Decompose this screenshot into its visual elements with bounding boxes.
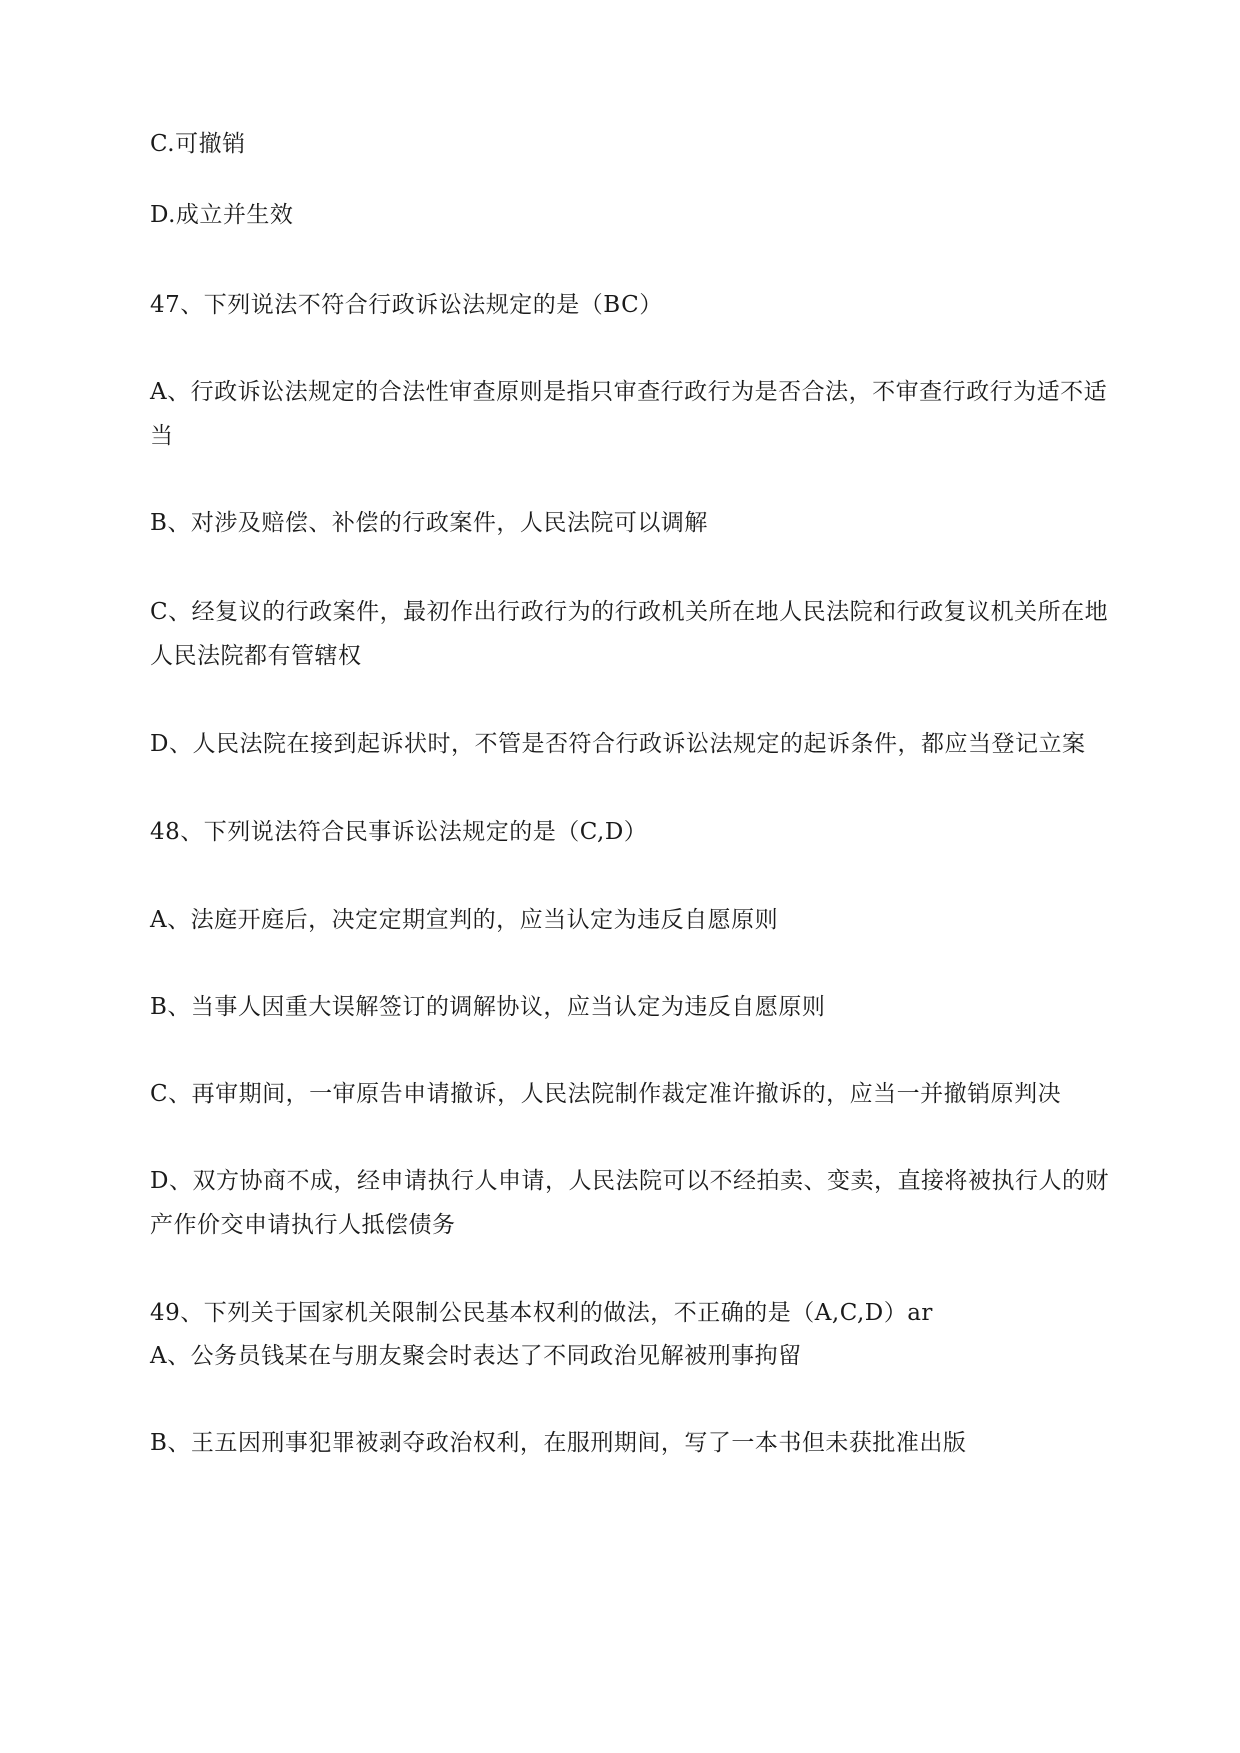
option-b-q47: B、对涉及赔偿、补偿的行政案件，人民法院可以调解 [150, 510, 708, 536]
option-c-q47-line2: 人民法院都有管辖权 [150, 643, 362, 669]
option-b-q48: B、当事人因重大误解签订的调解协议，应当认定为违反自愿原则 [150, 994, 826, 1020]
option-a-q48: A、法庭开庭后，决定定期宣判的，应当认定为违反自愿原则 [150, 907, 779, 933]
option-d-q48-line2: 产作价交申请执行人抵偿债务 [150, 1212, 456, 1238]
option-b-q49: B、王五因刑事犯罪被剥夺政治权利，在服刑期间，写了一本书但未获批准出版 [150, 1430, 967, 1456]
option-a-q47-line1: A、行政诉讼法规定的合法性审查原则是指只审查行政行为是否合法，不审查行政行为适不适 [150, 379, 1108, 405]
question-48: 48、下列说法符合民事诉讼法规定的是（C,D） [150, 819, 648, 845]
option-c-q46: C.可撤销 [150, 131, 246, 157]
question-49: 49、下列关于国家机关限制公民基本权利的做法，不正确的是（A,C,D）ar [150, 1300, 933, 1326]
option-d-q46: D.成立并生效 [150, 202, 294, 228]
option-a-q49: A、公务员钱某在与朋友聚会时表达了不同政治见解被刑事拘留 [150, 1343, 802, 1369]
option-c-q47-line1: C、经复议的行政案件，最初作出行政行为的行政机关所在地人民法院和行政复议机关所在地 [150, 599, 1109, 625]
option-c-q48: C、再审期间，一审原告申请撤诉，人民法院制作裁定准许撤诉的，应当一并撤销原判决 [150, 1081, 1062, 1107]
question-47: 47、下列说法不符合行政诉讼法规定的是（BC） [150, 292, 663, 318]
option-d-q47: D、人民法院在接到起诉状时，不管是否符合行政诉讼法规定的起诉条件，都应当登记立案 [150, 731, 1086, 757]
option-d-q48-line1: D、双方协商不成，经申请执行人申请，人民法院可以不经拍卖、变卖，直接将被执行人的财 [150, 1168, 1109, 1194]
option-a-q47-line2: 当 [150, 423, 174, 449]
